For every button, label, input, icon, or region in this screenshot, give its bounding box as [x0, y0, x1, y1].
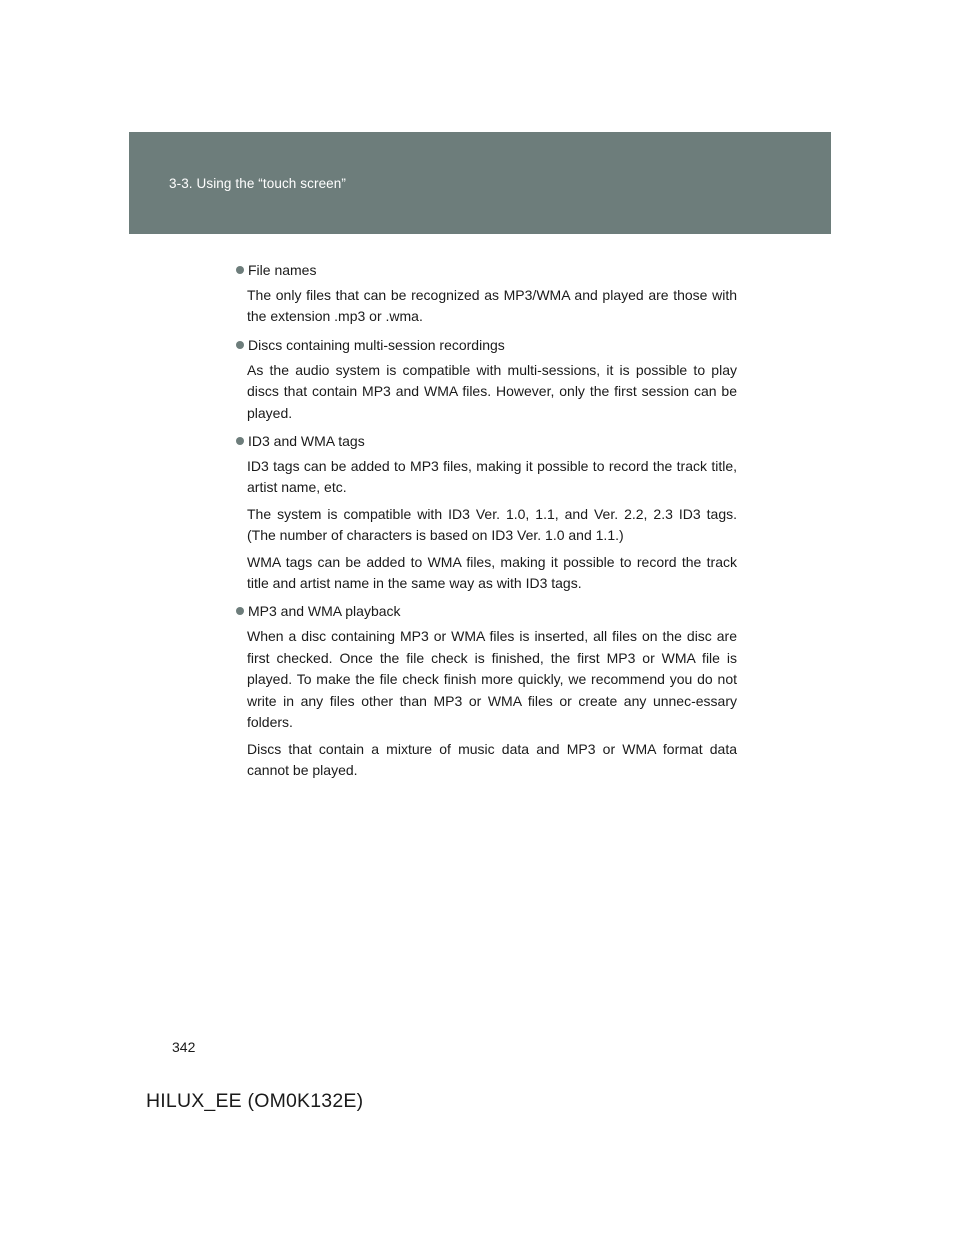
body-paragraph: Discs that contain a mixture of music data and MP3 or WMA format data cannot be played.	[247, 740, 737, 778]
bullet-heading-text: File names	[248, 262, 317, 278]
body-paragraph: As the audio system is compatible with multi-sessions, it is possible to play discs that contain MP3 and WMA files. However, only the first session can be played.	[247, 361, 737, 421]
bullet-heading	[236, 601, 737, 622]
bullet-heading	[236, 431, 737, 452]
bullet-dot-icon	[236, 437, 244, 445]
bullet-dot-icon	[236, 341, 244, 349]
page-content	[236, 260, 737, 788]
bullet-heading-text: ID3 and WMA tags	[248, 433, 365, 450]
header-band	[129, 132, 831, 234]
page-number: 342	[172, 1039, 196, 1055]
section-multi-session	[236, 335, 737, 424]
bullet-heading	[236, 335, 737, 356]
section-id3-wma-tags	[236, 431, 737, 594]
section-file-names	[236, 260, 737, 328]
bullet-heading-text: Discs containing multi-session recordings	[248, 336, 505, 353]
bullet-heading	[236, 260, 737, 281]
body-paragraph: When a disc containing MP3 or WMA files is inserted, all files on the disc are first checked. Once the file check is finished, the first MP3 or WMA file is played. To make the file check finish more quickly, we recommend you do not write in any files other than MP3 or WMA files or create any unnec-essary folders.	[247, 628, 737, 731]
section-title: 3-3. Using the “touch screen”	[169, 176, 346, 191]
bullet-dot-icon	[236, 266, 244, 274]
section-mp3-wma-playback	[236, 601, 737, 781]
document-code: HILUX_EE (OM0K132E)	[146, 1090, 364, 1112]
body-paragraph: The system is compatible with ID3 Ver. 1.0, 1.1, and Ver. 2.2, 2.3 ID3 tags. (The number of characters is based on ID3 Ver. 1.0 and 1.1.)	[247, 505, 737, 544]
body-paragraph: WMA tags can be added to WMA files, making it possible to record the track title and artist name in the same way as with ID3 tags.	[247, 553, 737, 592]
body-paragraph: The only files that can be recognized as MP3/WMA and played are those with the extension .mp3 or .wma.	[247, 287, 737, 325]
body-paragraph: ID3 tags can be added to MP3 files, making it possible to record the track title, artist name, etc.	[247, 458, 737, 496]
bullet-heading-text: MP3 and WMA playback	[248, 603, 401, 620]
bullet-dot-icon	[236, 607, 244, 615]
